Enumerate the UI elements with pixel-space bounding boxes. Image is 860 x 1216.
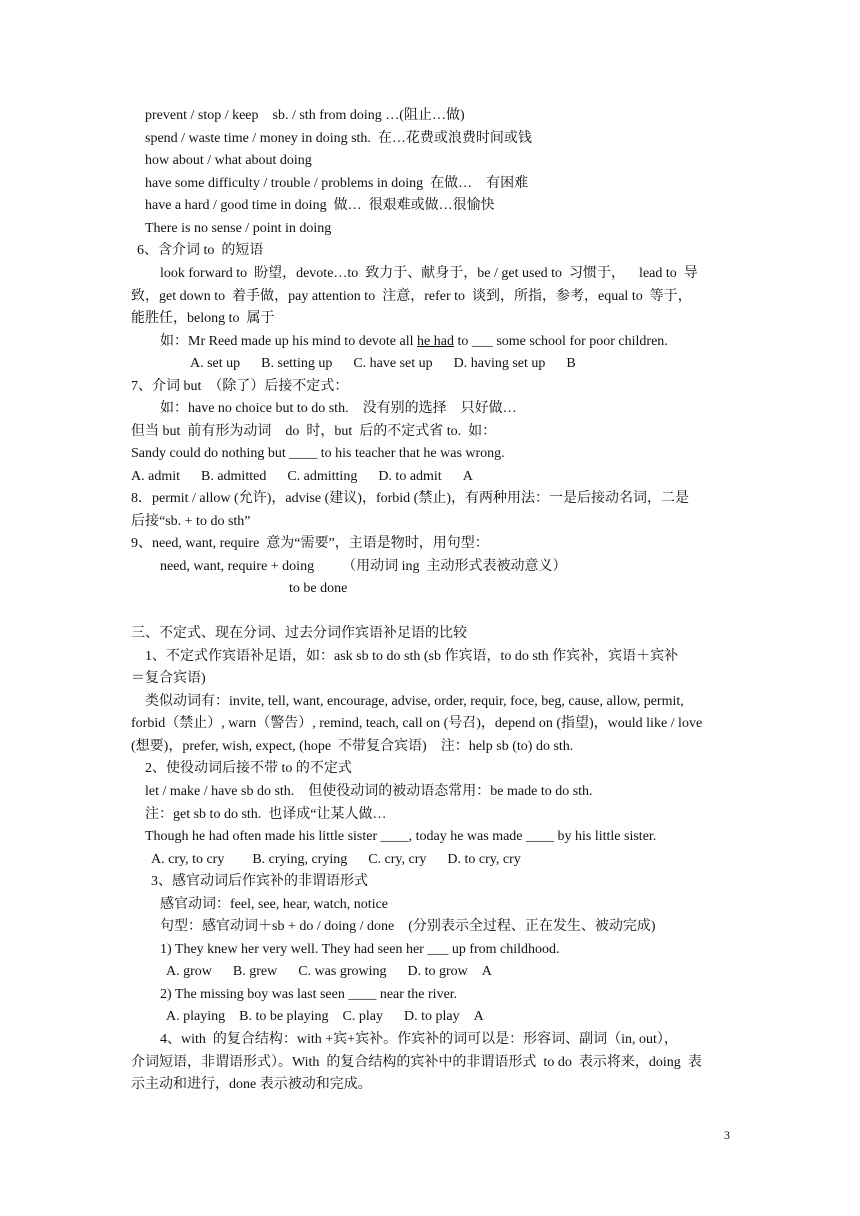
text-line: 致，get down to 着手做，pay attention to 注意，refer to 谈到，所指，参考，equal to 等于， <box>131 289 692 304</box>
example-sentence <box>160 332 668 352</box>
example-sentence: 1) They knew her very well. They had seen her ___ up from childhood. <box>160 942 560 957</box>
text-line: 但当 but 前有形为动词 do 时，but 后的不定式省 to. 如： <box>131 424 497 439</box>
text-line: 如：have no choice but to do sth. 没有别的选择 只好做… <box>160 401 517 416</box>
text-line: look forward to 盼望，devote…to 致力于、献身于，be / get used to 习惯于， lead to 导 <box>160 266 698 281</box>
text-line: (想要)，prefer, wish, expect, (hope 不带复合宾语) 注：help sb (to) do sth. <box>131 739 574 754</box>
underlined-phrase: he had <box>417 334 454 349</box>
answer-options: A. set up B. setting up C. have set up D. having set up B <box>190 356 576 371</box>
text-line: 示主动和进行，done 表示被动和完成。 <box>131 1077 372 1092</box>
page-number: 3 <box>724 1128 730 1142</box>
section-heading: 7、介词 but （除了）后接不定式： <box>131 379 349 394</box>
text-line: have some difficulty / trouble / problems in doing 在做… 有困难 <box>145 176 529 191</box>
text-line: 介词短语，非谓语形式）。With 的复合结构的宾补中的非谓语形式 to do 表示将来，doing 表 <box>131 1055 702 1070</box>
text-line: 类似动词有：invite, tell, want, encourage, advise, order, requir, foce, beg, cause, allow, permit, <box>145 694 684 709</box>
section-heading: 8．permit / allow (允许)，advise (建议)，forbid (禁止)，有两种用法：一是后接动名词，二是 <box>131 491 689 506</box>
text-line: There is no sense / point in doing <box>145 221 332 236</box>
text-line: 能胜任，belong to 属于 <box>131 311 275 326</box>
text-line: 注：get sb to do sth. 也译成“让某人做… <box>145 807 387 822</box>
text-line: ＝复合宾语) <box>131 671 206 686</box>
text-line: to be done <box>289 581 348 596</box>
text-line: 后接“sb. + to do sth” <box>131 514 251 529</box>
example-sentence: Though he had often made his little sister ____, today he was made ____ by his little sister. <box>145 829 657 844</box>
answer-options: A. grow B. grew C. was growing D. to grow A <box>166 964 492 979</box>
text-line: 感官动词：feel, see, hear, watch, notice <box>160 897 389 912</box>
text-line: need, want, require + doing （用动词 ing 主动形式表被动意义） <box>160 559 567 574</box>
section-heading: 3、感官动词后作宾补的非谓语形式 <box>151 874 368 889</box>
text-line: how about / what about doing <box>145 153 312 168</box>
text-line: spend / waste time / money in doing sth. 在…花费或浪费时间或钱 <box>145 131 532 146</box>
example-sentence-part: to ___ some school for poor children. <box>453 334 668 349</box>
text-line: have a hard / good time in doing 做… 很艰难或做…很愉快 <box>145 198 495 213</box>
section-heading: 4、with 的复合结构：with +宾+宾补。作宾补的词可以是：形容词、副词（in, out）， <box>160 1032 678 1047</box>
example-sentence: Sandy could do nothing but ____ to his teacher that he was wrong. <box>131 446 505 461</box>
section-heading: 6、含介词 to 的短语 <box>137 243 264 258</box>
text-line: 句型：感官动词＋sb + do / doing / done (分别表示全过程、正在发生、被动完成) <box>160 919 656 934</box>
section-heading: 9、need, want, require 意为“需要”，主语是物时，用句型： <box>131 536 489 551</box>
answer-options: A. playing B. to be playing C. play D. to play A <box>166 1009 484 1024</box>
section-heading: 1、不定式作宾语补足语，如：ask sb to do sth (sb 作宾语，to do sth 作宾补，宾语＋宾补 <box>145 649 679 664</box>
answer-options: A. cry, to cry B. crying, crying C. cry, cry D. to cry, cry <box>151 852 521 867</box>
text-line: let / make / have sb do sth. 但使役动词的被动语态常用：be made to do sth. <box>145 784 593 799</box>
chapter-heading: 三、不定式、现在分词、过去分词作宾语补足语的比较 <box>131 626 467 641</box>
answer-options: A. admit B. admitted C. admitting D. to admit A <box>131 469 473 484</box>
section-heading: 2、使役动词后接不带 to 的不定式 <box>145 761 352 776</box>
text-line: forbid（禁止）, warn（警告）, remind, teach, call on (号召)，depend on (指望)，would like / love <box>131 716 703 731</box>
example-sentence-part: 如：Mr Reed made up his mind to devote all <box>160 334 418 349</box>
example-sentence: 2) The missing boy was last seen ____ near the river. <box>160 987 458 1002</box>
text-line: prevent / stop / keep sb. / sth from doing …(阻止…做) <box>145 108 465 123</box>
